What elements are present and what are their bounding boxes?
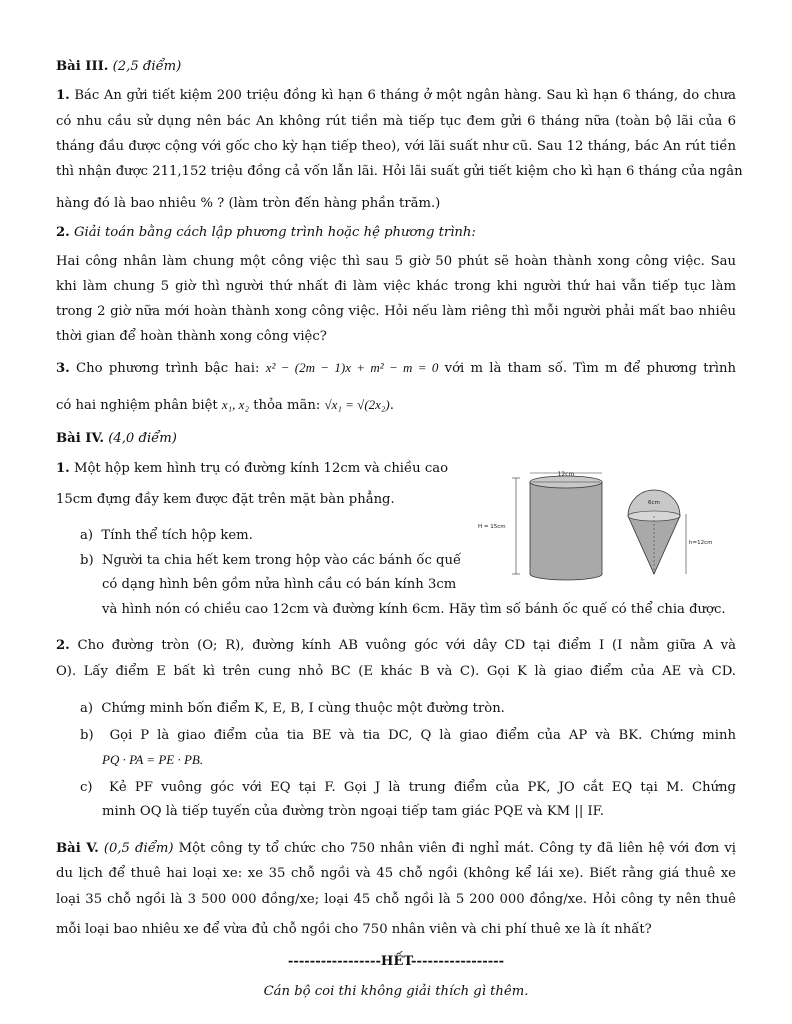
bai3-q1-number: 1. [56, 88, 70, 103]
item-label: b) [80, 553, 94, 568]
bai4-q1-item-a [80, 527, 470, 545]
bai3-q3-intro: Cho phương trình bậc hai: [76, 361, 260, 376]
ice-cream-figure [476, 470, 738, 582]
bai4-points: (4,0 điểm) [108, 431, 177, 446]
bai4-heading: Bài IV. [56, 431, 104, 446]
bai4-q1-text-1: Một hộp kem hình trụ có đường kính 12cm và chiều cao [73, 461, 449, 476]
cone-illustration [628, 490, 712, 574]
bai3-points: (2,5 điểm) [112, 59, 182, 74]
bai4-q1-number: 1. [56, 461, 70, 476]
bai4-q1-line-2: 15cm đựng đầy kem được đặt trên mặt bàn phẳng. [56, 492, 395, 507]
cylinder-diameter-label: 12cm [557, 471, 575, 478]
cone-height-label: h=12cm [689, 540, 713, 546]
item-label: a) [80, 528, 94, 543]
cone-diameter-label: 6cm [648, 500, 660, 506]
bai3-q1-line-5: hàng đó là bao nhiêu % ? (làm tròn đến hàng phần trăm.) [56, 196, 441, 211]
bai4-q2-text-1: Cho đường tròn (O; R), đường kính AB vuông góc với dây CD tại điểm I (I nằm giữa A và [77, 638, 736, 653]
cylinder-height-label: H = 15cm [478, 524, 506, 530]
bai3-heading: Bài III. [56, 59, 109, 74]
bai4-q2-item-b [80, 727, 736, 745]
bai3-q3-line2-mid: thỏa mãn: [253, 398, 321, 413]
bai5-text-1: Một công ty tổ chức cho 750 nhân viên đi nghỉ mát. Công ty đã liên hệ với đơn vị [178, 841, 736, 856]
bai3-q1-line-3: tháng đầu được cộng với gốc cho kỳ hạn tiếp theo), với lãi suất như cũ. Sau 12 tháng, bác An rút tiền [56, 139, 736, 154]
bai3-q3-condition: √x₁ = √(2x₂) [324, 397, 390, 412]
bai3-q1-text-1: Bác An gửi tiết kiệm 200 triệu đồng kì hạn 6 tháng ở một ngân hàng. Sau kì hạn 6 tháng, do chưa [74, 88, 736, 103]
bai5-heading: Bài V. [56, 841, 99, 856]
bai3-q1-line-2: có nhu cầu sử dụng nên bác An không rút tiền mà tiếp tục đem gửi 6 tháng nữa (toàn bộ lãi của 6 [56, 114, 736, 129]
end-mark: -----------------HẾT----------------- [287, 954, 505, 969]
item-text: Người ta chia hết kem trong hộp vào các bánh ốc quế [101, 553, 462, 568]
bai4-q1-item-b-cont-1: có dạng hình bên gồm nửa hình cầu có bán kính 3cm [102, 577, 457, 592]
bai4-q2-item-c [80, 779, 736, 797]
bai3-q3-after: với m là tham số. Tìm m để phương trình [444, 361, 736, 376]
item-label: c) [80, 780, 93, 795]
bai3-q3-line-1 [56, 359, 736, 378]
item-text: PQ · PA = PE · PB. [102, 752, 204, 767]
bai4-q2-line-1 [56, 637, 736, 655]
item-text: Chứng minh bốn điểm K, E, B, I cùng thuộc một đường tròn. [101, 701, 505, 716]
bai5-line-1 [56, 840, 736, 858]
bai4-heading-line [56, 430, 736, 448]
bai5-line-2: du lịch để thuê hai loại xe: xe 35 chỗ ngồi và 45 chỗ ngồi (không kể lái xe). Biết rằng giá thuê xe [56, 866, 736, 881]
bai3-q3-end: . [389, 398, 394, 413]
bai3-q3-roots: x₁, x₂ [221, 397, 249, 412]
bai3-q1-line-4: thì nhận được 211,152 triệu đồng cả vốn lẫn lãi. Hỏi lãi suất gửi tiết kiệm cho kì hạn 6 tháng của ngân [56, 164, 743, 179]
bai3-q2-line-4: thời gian để hoàn thành xong công việc? [56, 329, 327, 344]
bai3-q1-line-1 [56, 87, 736, 105]
bai4-q1-item-b-cont-2: và hình nón có chiều cao 12cm và đường kính 6cm. Hãy tìm số bánh ốc quế có thể chia được. [102, 602, 726, 617]
bai3-q2-title: Giải toán bằng cách lập phương trình hoặc hệ phương trình: [73, 225, 476, 240]
bai3-q3-equation: x² − (2m − 1)x + m² − m = 0 [265, 360, 439, 375]
bai3-q2-number: 2. [56, 225, 70, 240]
footer-note: Cán bộ coi thi không giải thích gì thêm. [263, 984, 529, 999]
item-text: Kẻ PF vuông góc với EQ tại F. Gọi J là trung điểm của PK, JO cắt EQ tại M. Chứng [109, 780, 736, 795]
bai4-q2-item-c-cont: minh OQ là tiếp tuyến của đường tròn ngoại tiếp tam giác PQE và KM || IF. [102, 804, 604, 819]
cylinder-illustration [478, 471, 602, 580]
bai3-q2-line-2: khi làm chung 5 giờ thì người thứ nhất đi làm việc khác trong khi người thứ hai vẫn tiếp tục làm [56, 279, 736, 294]
bai3-q2-line-3: trong 2 giờ nữa mới hoàn thành xong công việc. Hỏi nếu làm riêng thì mỗi người phải mất bao nhiêu [56, 304, 736, 319]
bai4-q2-item-b-cont [102, 751, 736, 770]
bai3-q3-number: 3. [56, 361, 70, 376]
bai4-q1-line-1 [56, 460, 476, 478]
bai3-q3-line2-pre: có hai nghiệm phân biệt [56, 398, 218, 413]
bai3-heading-line [56, 58, 736, 76]
bai4-q2-number: 2. [56, 638, 70, 653]
bai4-q2-line-2: O). Lấy điểm E bất kì trên cung nhỏ BC (E khác B và C). Gọi K là giao điểm của AE và CD. [56, 664, 736, 679]
bai5-points: (0,5 điểm) [103, 841, 174, 856]
item-label: a) [80, 701, 94, 716]
bai5-line-3: loại 35 chỗ ngồi là 3 500 000 đồng/xe; loại 45 chỗ ngồi là 5 200 000 đồng/xe. Hỏi công ty nên thuê [56, 892, 736, 907]
bai3-q3-line-2 [56, 396, 736, 415]
bai3-q2-line-1: Hai công nhân làm chung một công việc thì sau 5 giờ 50 phút sẽ hoàn thành xong công việc. Sau [56, 254, 736, 269]
item-text: Gọi P là giao điểm của tia BE và tia DC, Q là giao điểm của AP và BK. Chứng minh [109, 728, 736, 743]
bai3-q2-heading-line [56, 224, 736, 242]
bai4-q1-item-b [80, 552, 470, 570]
item-text: Tính thể tích hộp kem. [101, 528, 253, 543]
bai4-q2-item-a [80, 700, 736, 718]
bai5-line-4: mỗi loại bao nhiêu xe để vừa đủ chỗ ngồi cho 750 nhân viên và chi phí thuê xe là ít nhất? [56, 922, 652, 937]
item-label: b) [80, 728, 94, 743]
